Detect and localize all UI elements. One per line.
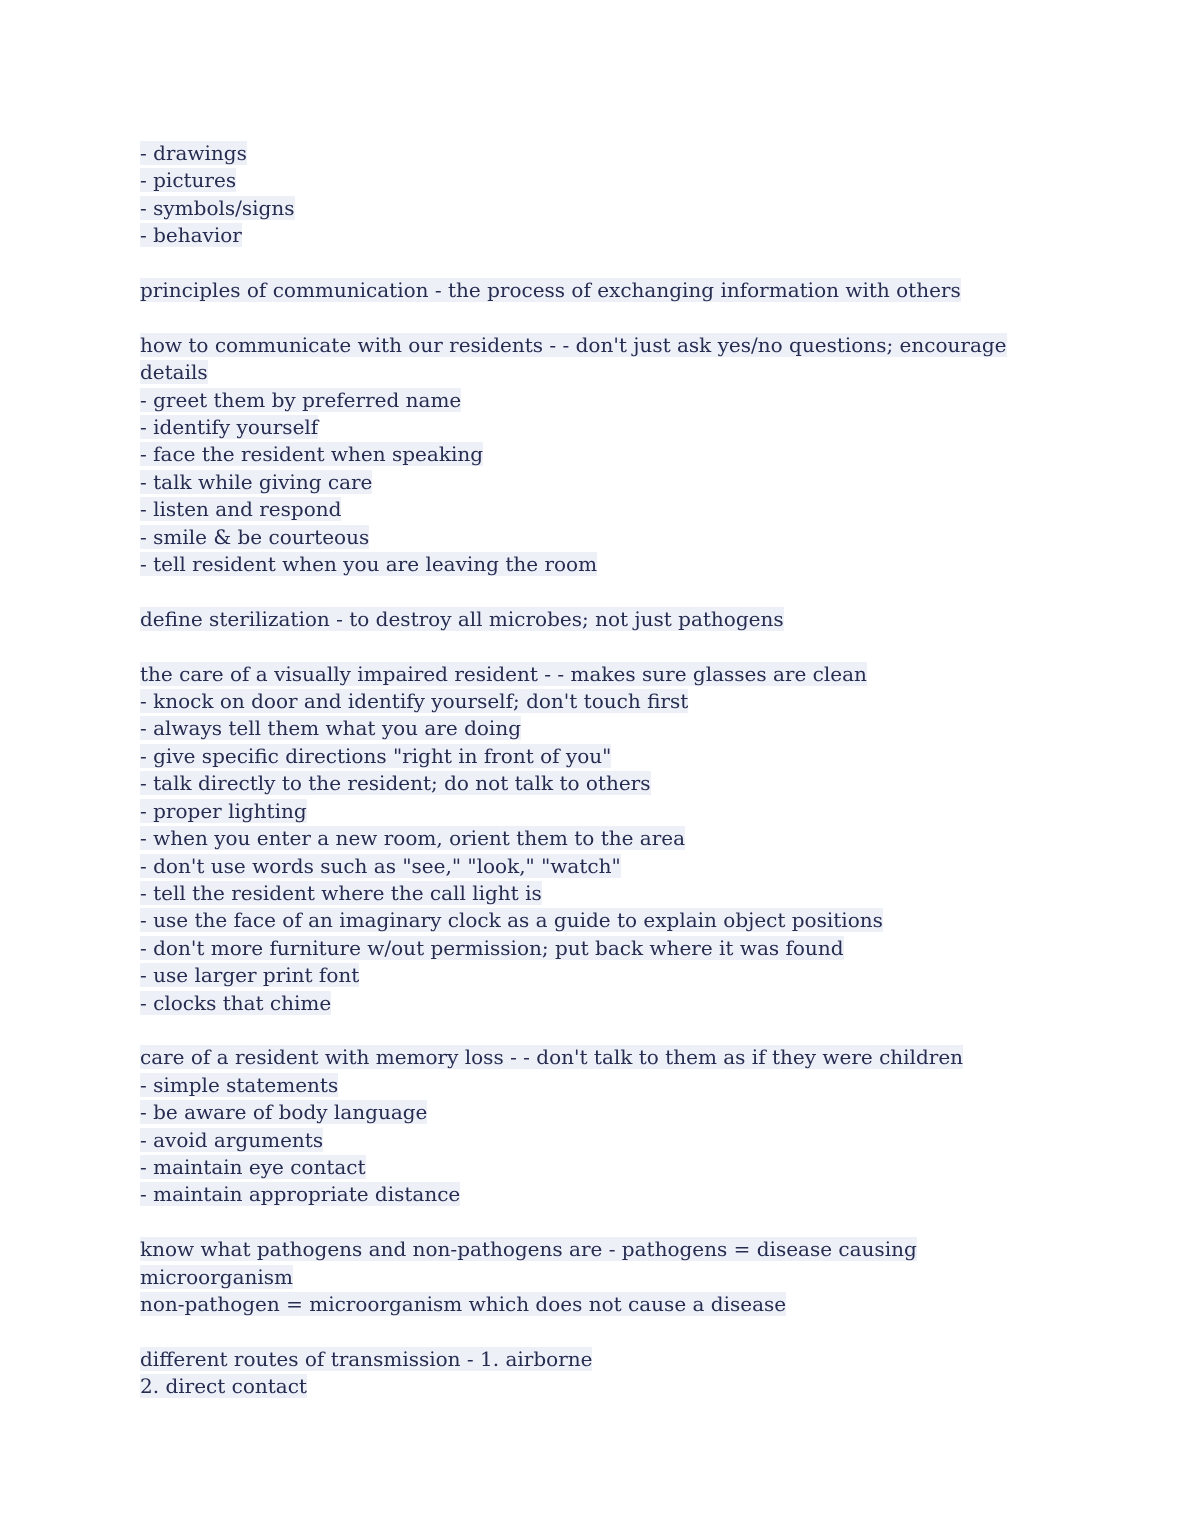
list-item: - when you enter a new room, orient them to the area — [140, 826, 686, 851]
list-item: - don't more furniture w/out permission; put back where it was found — [140, 935, 844, 960]
list-item: - use the face of an imaginary clock as a guide to explain object positions — [140, 908, 883, 933]
term-definition: how to communicate with our residents - - don't just ask yes/no questions; encourage — [140, 332, 1007, 357]
list-item: - talk while giving care — [140, 469, 373, 494]
term-definition: know what pathogens and non-pathogens are - pathogens = disease causing — [140, 1237, 917, 1262]
list-item: - be aware of body language — [140, 1100, 428, 1125]
term-definition: different routes of transmission - 1. airborne — [140, 1346, 593, 1371]
list-item: 2. direct contact — [140, 1374, 307, 1399]
list-item: - pictures — [140, 168, 237, 193]
list-item: - give specific directions "right in front of you" — [140, 743, 612, 768]
define-sterilization — [140, 606, 1040, 633]
visually-impaired-care — [140, 661, 1040, 1017]
communication-methods-list — [140, 140, 1040, 250]
term-definition-continued: microorganism — [140, 1264, 293, 1289]
list-item: - smile & be courteous — [140, 524, 370, 549]
list-item: - face the resident when speaking — [140, 442, 484, 467]
list-item: - proper lighting — [140, 798, 307, 823]
term-definition: define sterilization - to destroy all microbes; not just pathogens — [140, 606, 784, 631]
principles-of-communication — [140, 277, 1040, 304]
list-item: - listen and respond — [140, 497, 342, 522]
list-item: - avoid arguments — [140, 1127, 324, 1152]
list-item: - tell resident when you are leaving the room — [140, 552, 598, 577]
term-definition: the care of a visually impaired resident - - makes sure glasses are clean — [140, 661, 867, 686]
list-item: - clocks that chime — [140, 990, 332, 1015]
communicate-with-residents — [140, 332, 1040, 579]
list-item: - don't use words such as "see," "look," "watch" — [140, 853, 621, 878]
list-item: - always tell them what you are doing — [140, 716, 521, 741]
list-item: - talk directly to the resident; do not talk to others — [140, 771, 651, 796]
list-item: - tell the resident where the call light is — [140, 880, 542, 905]
list-item: - simple statements — [140, 1072, 339, 1097]
list-item: - symbols/signs — [140, 195, 295, 220]
memory-loss-care — [140, 1044, 1040, 1208]
pathogens-definition — [140, 1236, 1040, 1318]
routes-of-transmission — [140, 1346, 1040, 1401]
list-item: - use larger print font — [140, 963, 360, 988]
list-item: - drawings — [140, 141, 247, 165]
list-item: - identify yourself — [140, 415, 319, 440]
list-item: non-pathogen = microorganism which does not cause a disease — [140, 1291, 787, 1316]
term-definition: care of a resident with memory loss - - don't talk to them as if they were children — [140, 1045, 964, 1070]
list-item: - maintain appropriate distance — [140, 1182, 461, 1207]
term-definition: principles of communication - the process of exchanging information with others — [140, 278, 961, 303]
list-item: - knock on door and identify yourself; don't touch first — [140, 689, 689, 714]
document-page — [140, 140, 1040, 1428]
list-item: - greet them by preferred name — [140, 387, 462, 412]
term-definition-continued: details — [140, 360, 208, 385]
list-item: - maintain eye contact — [140, 1154, 366, 1179]
list-item: - behavior — [140, 223, 242, 248]
